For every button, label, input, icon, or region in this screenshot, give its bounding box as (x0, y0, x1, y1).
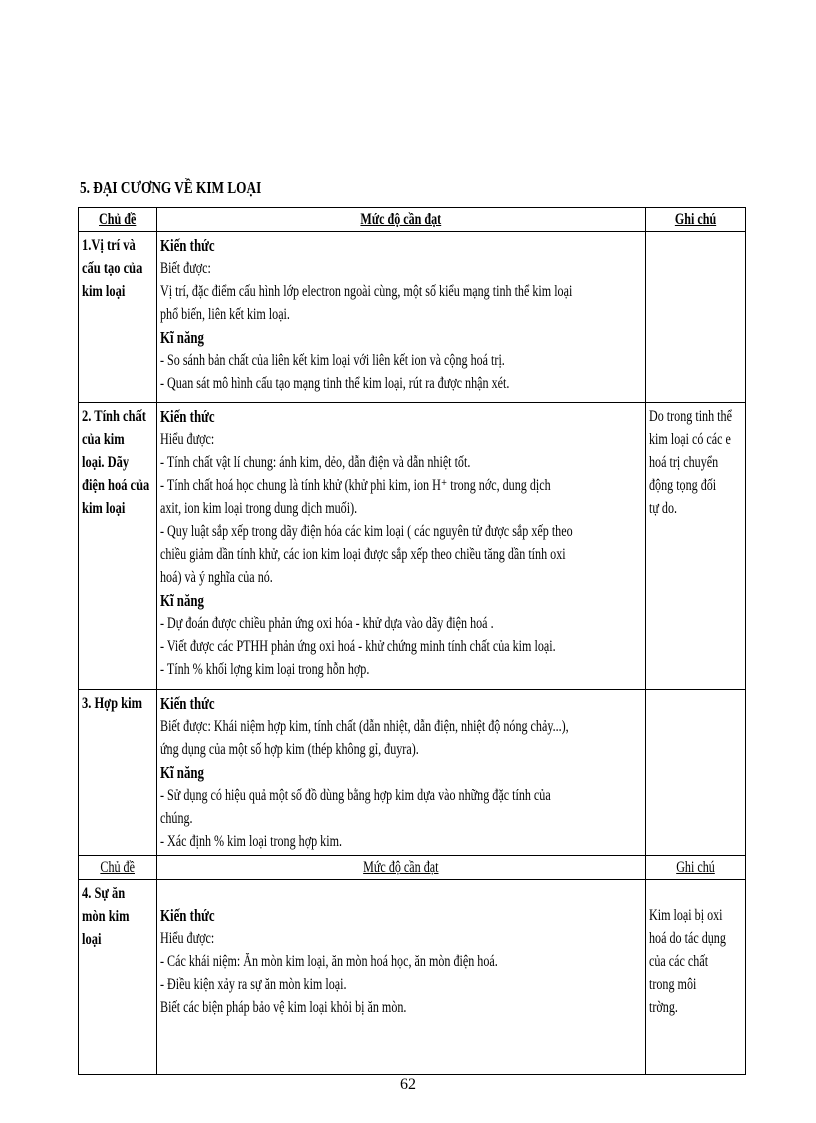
header2-topic: Chủ đề (79, 856, 157, 880)
subheading: Kĩ năng (160, 328, 205, 347)
text-line: Biết các biện pháp bảo vệ kim loại khỏi bị ăn mòn. (160, 999, 407, 1016)
text-line: động tọng đối (648, 477, 717, 494)
content-cell (157, 880, 646, 1075)
page-number: 62 (400, 1076, 416, 1093)
text-line: Kim loại bị oxi (648, 907, 723, 924)
text-line: Biết được: Khái niệm hợp kim, tính chất (dẫn nhiệt, dẫn điện, nhiệt độ nóng chảy...), (160, 718, 570, 735)
text-line: của kim (82, 431, 125, 448)
table-row (79, 880, 746, 1075)
text-line: hoá) và ý nghĩa của nó. (160, 569, 274, 586)
subheading: Kĩ năng (160, 763, 205, 782)
text-line: 3. Hợp kim (82, 695, 142, 712)
text-line: phổ biến, liên kết kim loại. (160, 306, 291, 323)
table-row (79, 403, 746, 690)
topic-cell (79, 690, 157, 856)
table-row (79, 232, 746, 403)
text-line: - Các khái niệm: Ăn mòn kim loại, ăn mòn hoá học, ăn mòn điện hoá. (160, 953, 499, 970)
header2-level: Mức độ cần đạt (157, 856, 646, 880)
text-line: - Viết được các PTHH phản ứng oxi hoá - khử chứng minh tính chất của kim loại. (160, 638, 556, 655)
text-line: - Tính chất vật lí chung: ánh kim, dẻo, dẫn điện và dẫn nhiệt tốt. (160, 454, 471, 471)
text-line: mòn kim (82, 908, 130, 925)
text-line: Hiểu được: (160, 431, 215, 448)
text-line: Biết được: (160, 260, 212, 277)
text-line: - Tính % khối lợng kim loại trong hỗn hợp. (160, 661, 370, 678)
subheading: Kiến thức (160, 694, 215, 713)
text-line: điện hoá của (82, 477, 150, 494)
text-line: - Quan sát mô hình cấu tạo mạng tinh thể kim loại, rút ra được nhận xét. (160, 375, 510, 392)
text-line: tự do. (648, 500, 678, 517)
header2-note: Ghi chú (645, 856, 745, 880)
header-level: Mức độ cần đạt (157, 208, 646, 232)
header-note: Ghi chú (645, 208, 745, 232)
topic-cell (79, 880, 157, 1075)
text-line: Do trong tinh thể (648, 408, 732, 425)
text-line: kim loại có các e (648, 431, 731, 448)
text-line: - Quy luật sắp xếp trong dãy điện hóa các kim loại ( các nguyên tử được sắp xếp theo (160, 523, 573, 540)
text-line: Hiểu được: (160, 930, 215, 947)
note-cell (645, 403, 745, 690)
text-line: axit, ion kim loại trong dung dịch muối). (160, 500, 358, 517)
content-cell (157, 690, 646, 856)
note-cell (645, 232, 745, 403)
text-line: 4. Sự ăn (82, 885, 126, 902)
table-header-row-repeat (79, 856, 746, 880)
topic-cell (79, 403, 157, 690)
header-topic: Chủ đề (79, 208, 157, 232)
section-title: 5. ĐẠI CƯƠNG VỀ KIM LOẠI (80, 178, 262, 197)
topic-cell (79, 232, 157, 403)
text-line: loại. Dãy (82, 454, 130, 471)
text-line: hoá do tác dụng (648, 930, 726, 947)
text-line: kim loại (82, 283, 126, 300)
subheading: Kiến thức (160, 906, 215, 925)
table-header-row (79, 208, 746, 232)
text-line: ứng dụng của một số hợp kim (thép không gỉ, đuyra). (160, 741, 420, 758)
text-line: - Tính chất hoá học chung là tính khử (khử phi kim, ion H⁺ trong nớc, dung dịch (160, 477, 552, 494)
content-cell (157, 232, 646, 403)
note-cell (645, 880, 745, 1075)
note-cell (645, 690, 745, 856)
text-line: của các chất (648, 953, 709, 970)
text-line: 1.Vị trí và (82, 237, 136, 254)
table-row (79, 690, 746, 856)
curriculum-table (78, 207, 746, 1075)
text-line: hoá trị chuyển (648, 454, 719, 471)
text-line: - Điều kiện xảy ra sự ăn mòn kim loại. (160, 976, 347, 993)
subheading: Kiến thức (160, 236, 215, 255)
text-line: - Dự đoán được chiều phản ứng oxi hóa - khử dựa vào dãy điện hoá . (160, 615, 494, 632)
text-line: chúng. (160, 810, 193, 827)
text-line: loại (82, 931, 102, 948)
text-line: Vị trí, đặc điểm cấu hình lớp electron ngoài cùng, một số kiểu mạng tinh thể kim loại (160, 283, 573, 300)
text-line: chiều giảm dần tính khử, các ion kim loại được sắp xếp theo chiều tăng dần tính oxi (160, 546, 566, 563)
text-line: - Xác định % kim loại trong hợp kim. (160, 833, 343, 850)
text-line: kim loại (82, 500, 126, 517)
text-line: - Sử dụng có hiệu quả một số đồ dùng bằng hợp kim dựa vào những đặc tính của (160, 787, 552, 804)
subheading: Kĩ năng (160, 591, 205, 610)
text-line: trong môi (648, 976, 697, 993)
subheading: Kiến thức (160, 407, 215, 426)
text-line: - So sánh bản chất của liên kết kim loại với liên kết ion và cộng hoá trị. (160, 352, 506, 369)
text-line: cấu tạo của (82, 260, 143, 277)
text-line: 2. Tính chất (82, 408, 146, 425)
text-line: trờng. (648, 999, 678, 1016)
content-cell (157, 403, 646, 690)
